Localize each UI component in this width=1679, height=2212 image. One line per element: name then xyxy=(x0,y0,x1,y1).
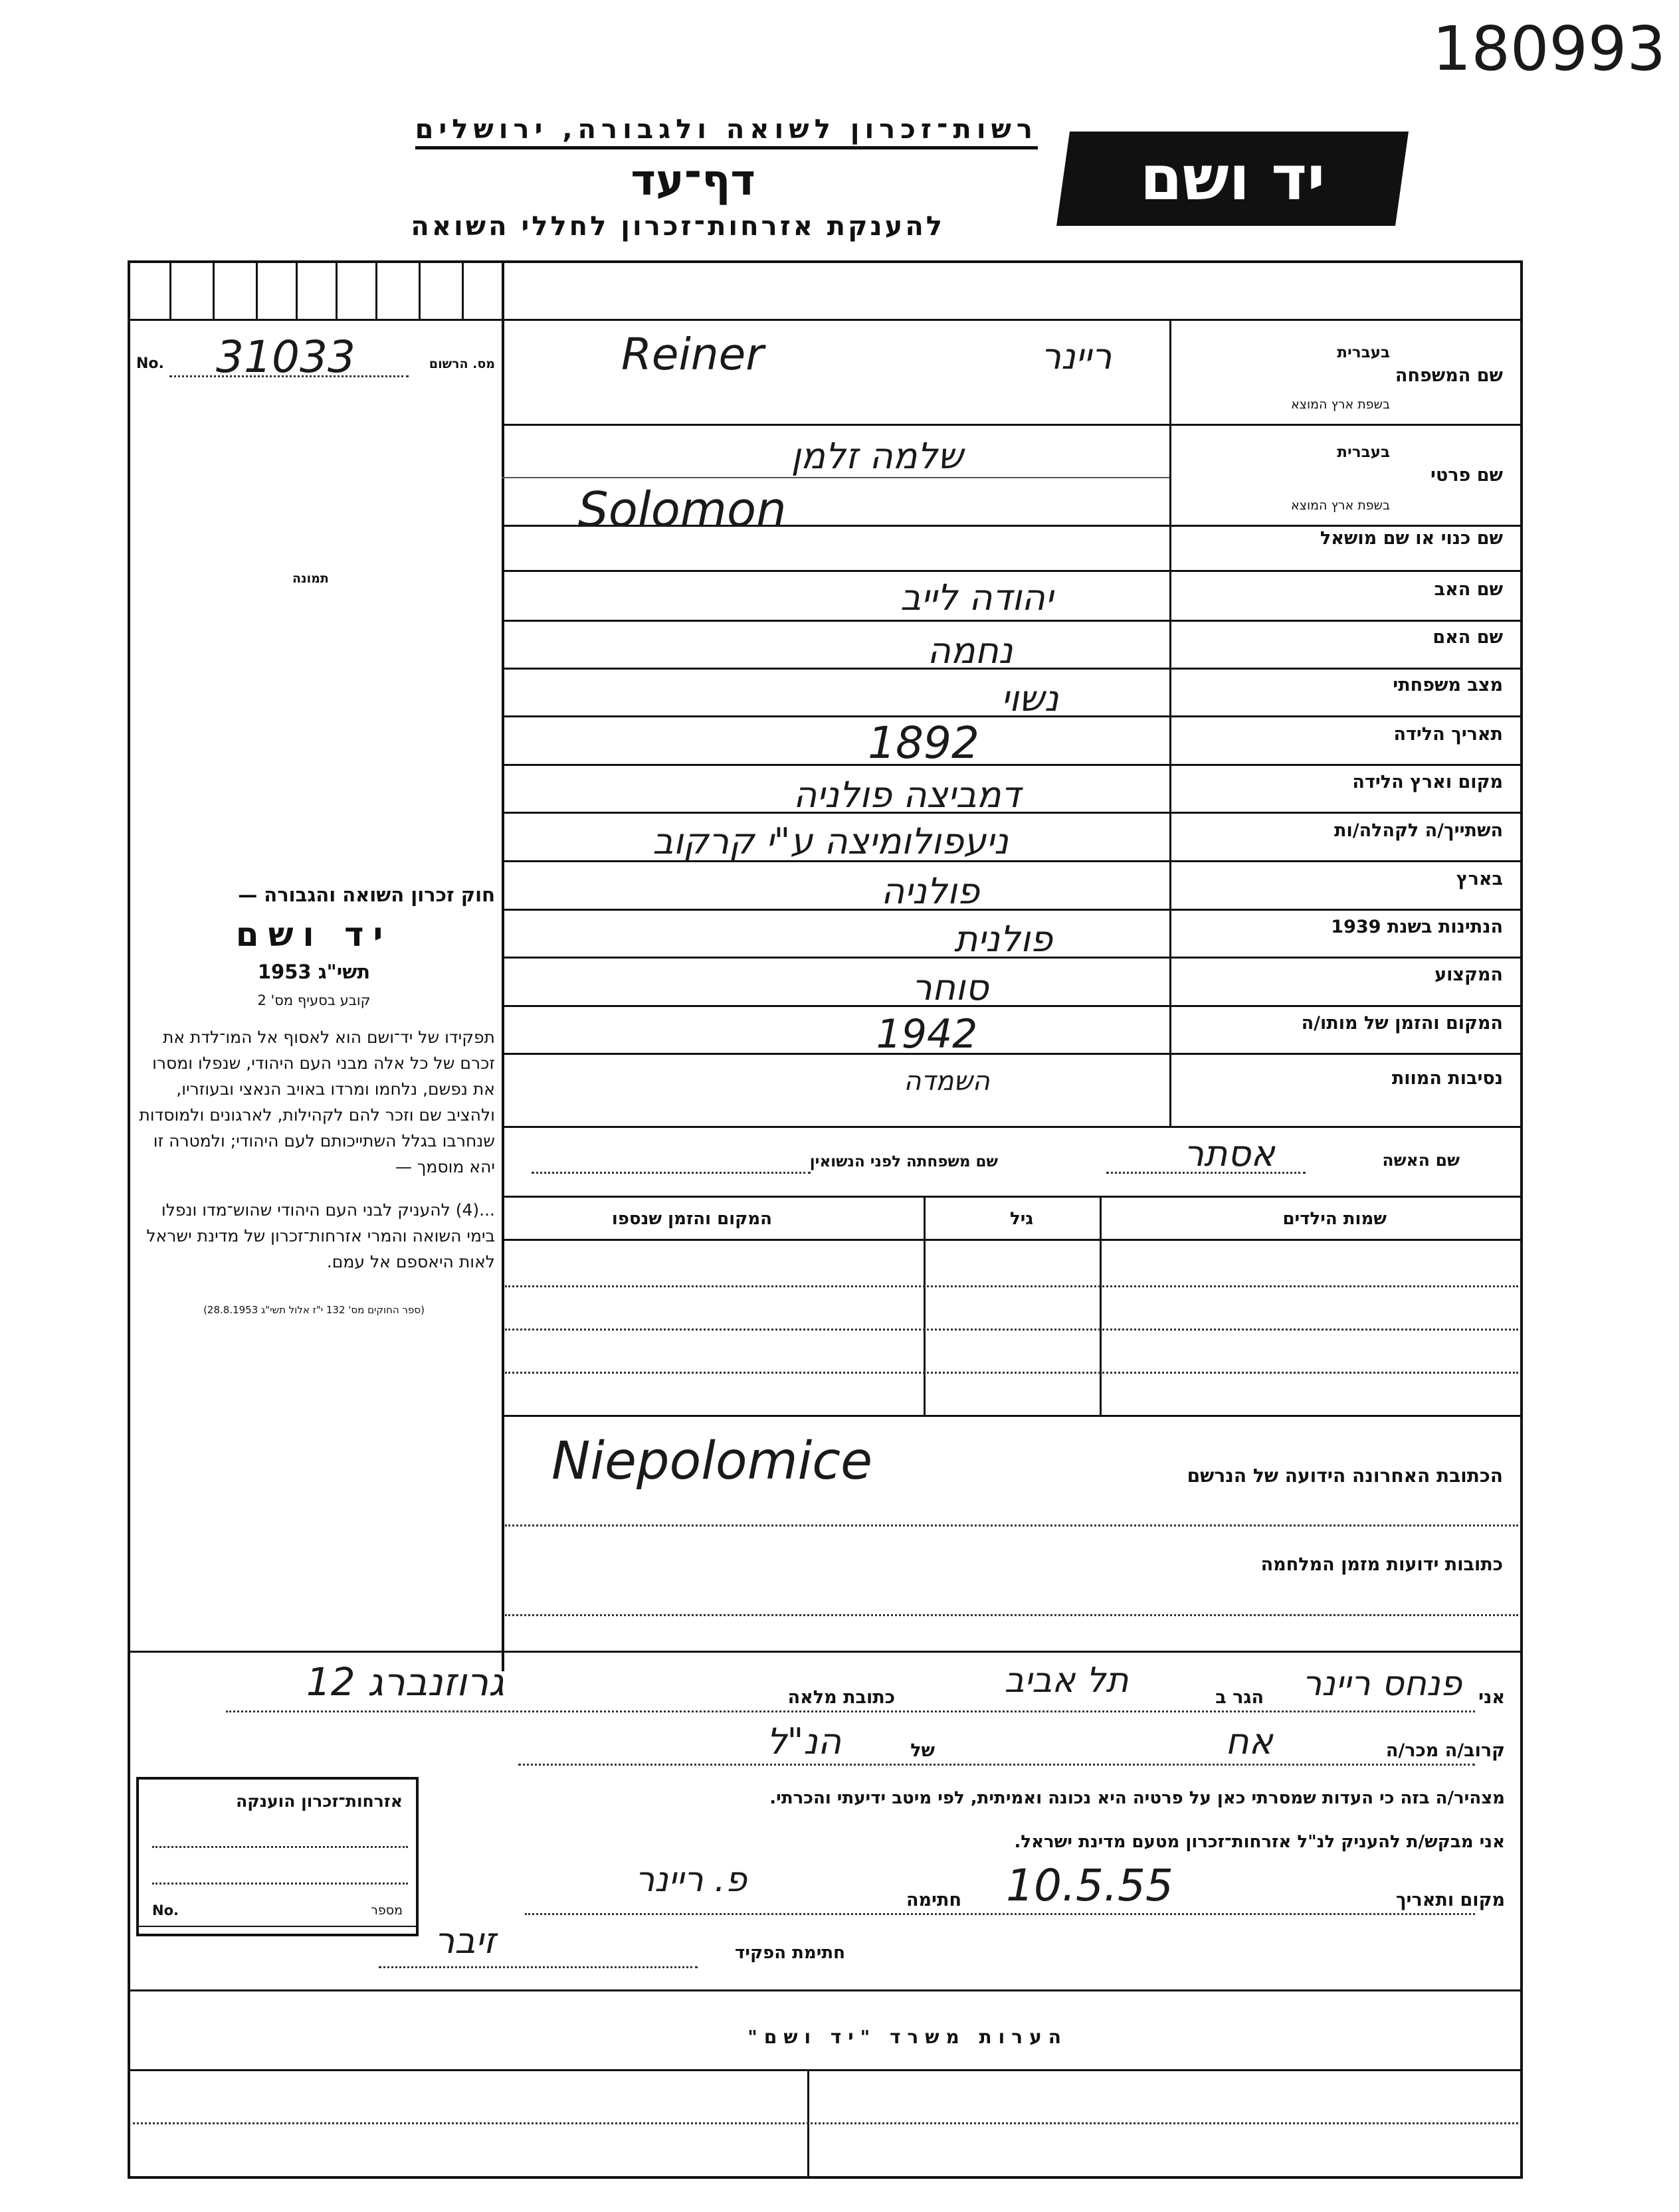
label-family-name-hebrew: בעברית xyxy=(1337,344,1390,361)
label-officer-signature: חתימת הפקיד xyxy=(735,1943,845,1963)
law-name: יד ושם xyxy=(235,915,393,954)
label-death-place-time: המקום והזמן של מותו/ה xyxy=(1301,1013,1503,1034)
label-nickname: שם כנוי או שם מושאל xyxy=(1320,528,1503,549)
value-birth-place: דמביצה פולניה xyxy=(793,774,1021,816)
authority-line: רשות־זכרון לשואה ולגבורה, ירושלים xyxy=(415,114,1038,149)
office-notes-title: הערות משרד "יד ושם" xyxy=(747,2026,1068,2048)
label-last-address: הכתובת האחרונה הידועה של הנרשם xyxy=(1187,1465,1503,1487)
archive-serial-number: 180993 xyxy=(1432,13,1666,84)
label-birth-date: תאריך הלידה xyxy=(1393,724,1503,745)
value-citizenship-1939: פולנית xyxy=(953,918,1053,960)
label-of: של xyxy=(910,1740,935,1761)
value-wife-name: אסתר xyxy=(1183,1133,1275,1174)
value-date: 10.5.55 xyxy=(1006,1860,1173,1911)
law-clause: קובע בסעיף מס' 2 xyxy=(257,992,371,1008)
label-citizenship-1939: הנתינות בשנת 1939 xyxy=(1331,917,1503,937)
value-death-circumstances: השמדה xyxy=(904,1066,990,1097)
value-birth-date: 1892 xyxy=(868,717,979,769)
label-full-address: כתובת מלאה xyxy=(787,1687,895,1708)
children-header-names: שמות הילדים xyxy=(1282,1209,1387,1229)
children-header-place-time: המקום והזמן שנספו xyxy=(611,1209,772,1229)
label-wife-maiden-name: שם משפחתה לפני הנשואין xyxy=(809,1153,998,1170)
yad-vashem-logo xyxy=(1056,132,1409,226)
logo-text: יד ושם xyxy=(1139,143,1326,214)
value-last-address: Niepolomice xyxy=(551,1431,873,1491)
law-year: תשי"ג 1953 xyxy=(257,961,371,983)
value-mother-name: נחמה xyxy=(927,630,1013,672)
law-box xyxy=(133,883,495,1448)
value-officer-signature: זיבר xyxy=(434,1920,496,1962)
label-wartime-addresses: כתובות ידועות מזמן המלחמה xyxy=(1260,1554,1503,1575)
label-death-circumstances: נסיבות המוות xyxy=(1391,1068,1503,1089)
children-header-age: גיל xyxy=(1009,1209,1033,1229)
value-signature: פ. ריינר xyxy=(635,1860,747,1900)
value-given-name-latin: Solomon xyxy=(578,482,787,537)
label-family-name: שם המשפחה xyxy=(1395,365,1503,386)
form-subtitle: להענקת אזרחות־זכרון לחללי השואה xyxy=(411,211,945,242)
photo-label: תמונה xyxy=(292,571,329,586)
value-family-name-latin: Reiner xyxy=(621,329,764,380)
label-place-date: מקום ותאריך xyxy=(1395,1890,1505,1910)
label-given-name: שם פרטי xyxy=(1431,465,1503,486)
label-given-name-hebrew: בעברית xyxy=(1337,444,1390,461)
label-country: בארץ xyxy=(1456,869,1503,889)
value-community: ניעפולומיצה ע"י קרקוב xyxy=(652,820,1009,862)
citizenship-box-number-label: מספר xyxy=(371,1903,403,1918)
value-given-name: שלמה זלמן xyxy=(791,435,963,477)
label-family-name-origin: בשפת ארץ המוצא xyxy=(1290,397,1390,412)
value-father-name: יהודה לייב xyxy=(900,577,1054,618)
value-full-address: גרוזנברג 12 xyxy=(306,1659,505,1705)
label-marital-status: מצב משפחתי xyxy=(1393,675,1503,695)
declaration-text: מצהיר/ה בזה כי העדות שמסרתי כאן על פרטיה היא נכונה ואמיתית, לפי מיטב ידיעתי והכרתי. xyxy=(769,1788,1505,1808)
label-resides-in: הגר ב xyxy=(1215,1687,1264,1708)
registration-label: מס. הרשום xyxy=(429,357,495,371)
value-family-name: ריינר xyxy=(1040,335,1112,377)
law-body: תפקידו של יד־ושם הוא לאסוף אל המו־לדת את זכרם של כל אלה מבני העם היהודי, שנפלו ומסרו את נפשם, נלחמו ומרדו באויב הנאצי ובעוזריו, ולהציב שם וזכר להם לקהילות, לארגונים ולמוסדות שנחרבו בגלל השתייכותם לעם היהודי; ולמטרה זו יהא מוסמך — xyxy=(139,1028,495,1176)
label-birth-place: מקום וארץ הלידה xyxy=(1352,772,1503,792)
label-given-name-origin: בשפת ארץ המוצא xyxy=(1290,498,1390,513)
value-marital-status: נשוי xyxy=(1001,678,1059,719)
label-community: השתייך/ה לקהלה/ות xyxy=(1334,820,1503,841)
value-country: פולניה xyxy=(880,870,980,912)
value-declarant-name: פנחס ריינר xyxy=(1302,1664,1462,1704)
label-relation: קרוב/ה מכר/ה xyxy=(1385,1740,1505,1761)
label-father-name: שם האב xyxy=(1434,579,1503,600)
label-i: אני xyxy=(1478,1687,1505,1708)
citizenship-granted-box xyxy=(136,1777,419,1936)
value-of: הנ"ל xyxy=(766,1720,842,1762)
label-profession: המקצוע xyxy=(1434,965,1503,985)
registration-no-label: No. xyxy=(136,355,164,372)
law-body-2: ...(4) להעניק לבני העם היהודי שהוש־מדו ונפלו בימי השואה והמרי אזרחות־זכרון של מדינת ישראל לאות היאספם אל עמם. xyxy=(146,1200,495,1271)
form-title: דף־עד xyxy=(631,156,755,205)
law-citation: (ספר החוקים מס' 132 י"ז אלול תשי"ג 28.8.1953) xyxy=(203,1304,425,1316)
label-mother-name: שם האם xyxy=(1432,627,1503,648)
value-city: תל אביב xyxy=(1004,1661,1129,1701)
registration-number: 31033 xyxy=(216,331,355,383)
label-signature: חתימה xyxy=(906,1890,961,1910)
value-death-place-time: 1942 xyxy=(876,1011,978,1058)
label-wife-name: שם האשה xyxy=(1382,1151,1460,1170)
citizenship-box-title: אזרחות־זכרון הוענקה xyxy=(236,1792,403,1811)
request-text: אני מבקש/ת להעניק לנ"ל אזרחות־זכרון מטעם מדינת ישראל. xyxy=(1014,1832,1505,1852)
value-relation: אח xyxy=(1225,1720,1273,1762)
value-profession: סוחר xyxy=(912,967,989,1008)
law-title: חוק זכרון השואה והגבורה — xyxy=(238,883,495,906)
citizenship-box-no: No. xyxy=(152,1902,179,1918)
